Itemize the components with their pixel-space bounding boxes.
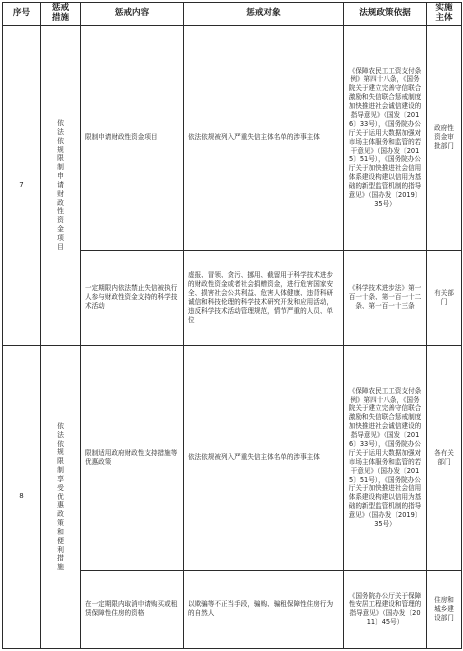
row-object: 依法依规被列入严重失信主体名单的涉事主体 [184, 25, 344, 250]
row-object: 以欺骗等不正当手段，骗购、骗租保障性住房行为的自然人 [184, 570, 344, 648]
row-seq: 7 [3, 25, 41, 345]
row-subject: 各有关部门 [427, 345, 462, 570]
row-object: 依法依规被列入严重失信主体名单的涉事主体 [184, 345, 344, 570]
row-content: 一定期限内依法禁止失信被执行人参与财政性资金支持的科学技术活动 [81, 250, 184, 345]
row-measure: 依法依规限制申请财政性资金项目 [41, 25, 81, 345]
header-basis: 法规政策依据 [344, 3, 427, 26]
table-row [3, 345, 462, 570]
row-object: 虚报、冒领、贪污、挪用、截留用于科学技术进步的财政性资金或者社会捐赠资金，进行危害国家安全、损害社会公共利益、危害人体健康、违背科研诚信和科技伦理的科学技术研究开发和应用活动，违反科学技术活动管理规范，情节严重的人员、单位 [184, 250, 344, 345]
header-seq: 序号 [3, 3, 41, 26]
punishment-measures-table [2, 2, 462, 649]
header-subject: 实施主体 [427, 3, 462, 26]
row-content: 限制申请财政性资金项目 [81, 25, 184, 250]
row-basis: 《科学技术进步法》第一百一十条、第一百一十二条、第一百一十三条 [344, 250, 427, 345]
row-subject: 有关部门 [427, 250, 462, 345]
row-subject: 政府性资金审批部门 [427, 25, 462, 250]
row-content: 限制适用政府财政性支持措施等优惠政策 [81, 345, 184, 570]
row-subject: 住房和城乡建设部门 [427, 570, 462, 648]
row-basis: 《保障农民工工资支付条例》第四十八条，《国务院关于建立完善守信联合激励和失信联合惩戒制度加快推进社会诚信建设的指导意见》（国发〔2016〕33号），《国务院办公厅关于运用大数据加强对市场主体服务和监管的若干意见》（国办发〔2015〕51号），《国务院办公厅关于加快推进社会信用体系建设构建以信用为基础的新型监管机制的指导意见》（国办发〔2019〕35号） [344, 25, 427, 250]
header-content: 惩戒内容 [81, 3, 184, 26]
row-measure: 依法依规限制享受优惠政策和便利措施 [41, 345, 81, 648]
row-basis: 《国务院办公厅关于保障性安居工程建设和管理的指导意见》（国办发〔2011〕45号） [344, 570, 427, 648]
row-seq: 8 [3, 345, 41, 648]
row-basis: 《保障农民工工资支付条例》第四十八条，《国务院关于建立完善守信联合激励和失信联合惩戒制度加快推进社会诚信建设的指导意见》（国发〔2016〕33号），《国务院办公厅关于运用大数据加强对市场主体服务和监管的若干意见》（国办发〔2015〕51号），《国务院办公厅关于加快推进社会信用体系建设构建以信用为基础的新型监管机制的指导意见》（国办发〔2019〕35号） [344, 345, 427, 570]
table-row [3, 25, 462, 250]
header-object: 惩戒对象 [184, 3, 344, 26]
header-measure: 惩戒措施 [41, 3, 81, 26]
row-content: 在一定期限内取消申请购买或租赁保障性住房的资格 [81, 570, 184, 648]
header-row [3, 3, 462, 26]
